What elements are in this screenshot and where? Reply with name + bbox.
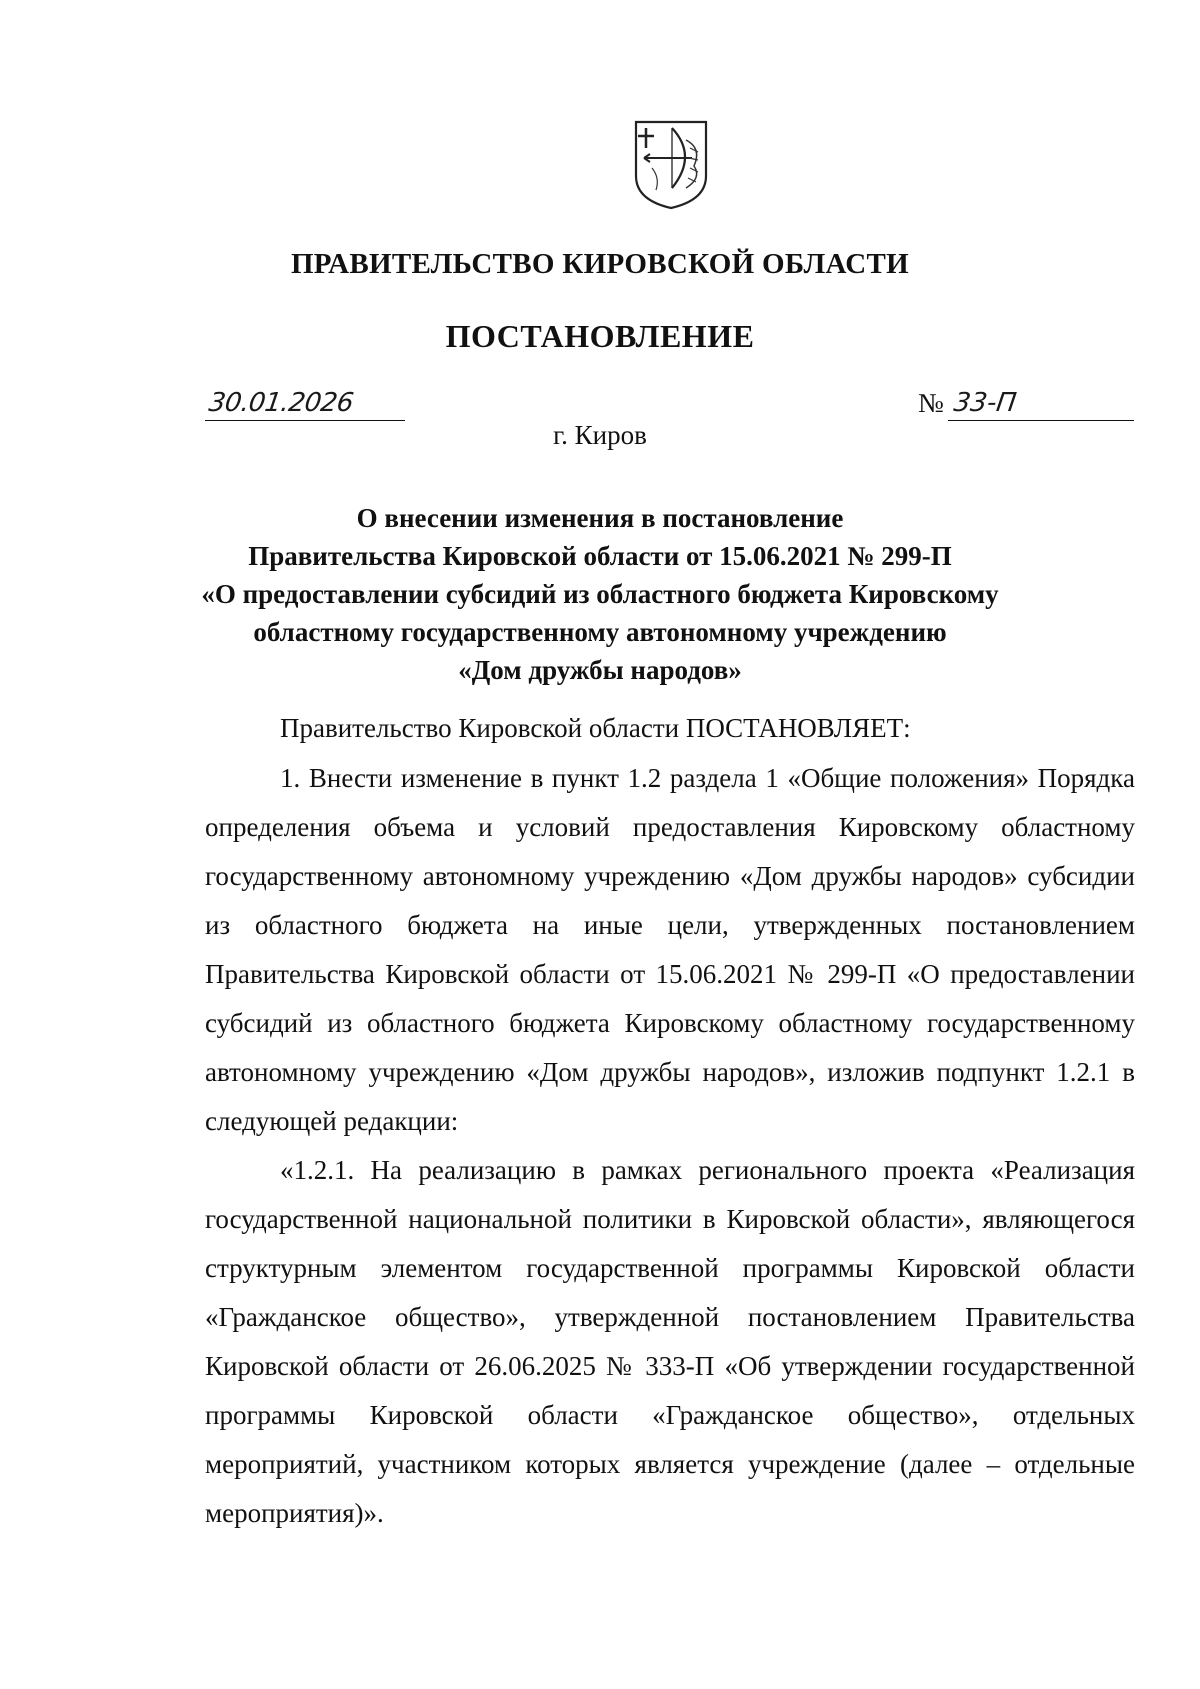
subject-line: «Дом дружбы народов» [458, 655, 742, 685]
paragraph-1: 1. Внести изменение в пункт 1.2 раздела 1 «Общие положения» Порядка определения объема и условий предоставления Кировскому областному государственному автономному учреждению «Дом дружбы народов» субсидии из областного бюджета на иные цели, утвержденных постановлением Правительства Кировской области от 15.06.2021 № 299-П «О предоставлении субсидий из областного бюджета Кировскому областному государственному автономному учреждению «Дом дружбы народов», изложив подпункт 1.2.1 в следующей редакции: [205, 763, 1135, 1136]
document-type-title: ПОСТАНОВЛЕНИЕ [445, 318, 755, 354]
number-field [948, 390, 1134, 421]
number-label: № [918, 388, 944, 418]
kirov-coat-of-arms-icon [632, 118, 710, 212]
document-date: 30.01.2026 [206, 388, 355, 418]
subject-line: Правительства Кировской области от 15.06.2021 № 299-П [248, 541, 952, 571]
subject-line: «О предоставлении субсидий из областного бюджета Кировскому [201, 579, 999, 609]
paragraph-1-2-1: «1.2.1. На реализацию в рамках регионального проекта «Реализация государственной национальной политики в Кировской области», являющегося структурным элементом государственной программы Кировской области «Гражданское общество», утвержденной постановлением Правительства Кировской области от 26.06.2025 № 333-П «Об утверждении государственной программы Кировской области «Гражданское общество», отдельных мероприятий, участником которых является учреждение (далее – отдельные мероприятия)». [205, 1155, 1135, 1528]
city: г. Киров [553, 420, 647, 450]
subject-line: областному государственному автономному учреждению [253, 617, 947, 647]
date-field [205, 390, 405, 421]
subject-line: О внесении изменения в постановление [356, 503, 844, 533]
document-number: 33-П [951, 388, 1019, 418]
government-title: ПРАВИТЕЛЬСТВО КИРОВСКОЙ ОБЛАСТИ [290, 248, 910, 280]
document-subject [150, 499, 1050, 689]
preamble: Правительство Кировской области ПОСТАНОВЛЯЕТ: [280, 713, 911, 743]
